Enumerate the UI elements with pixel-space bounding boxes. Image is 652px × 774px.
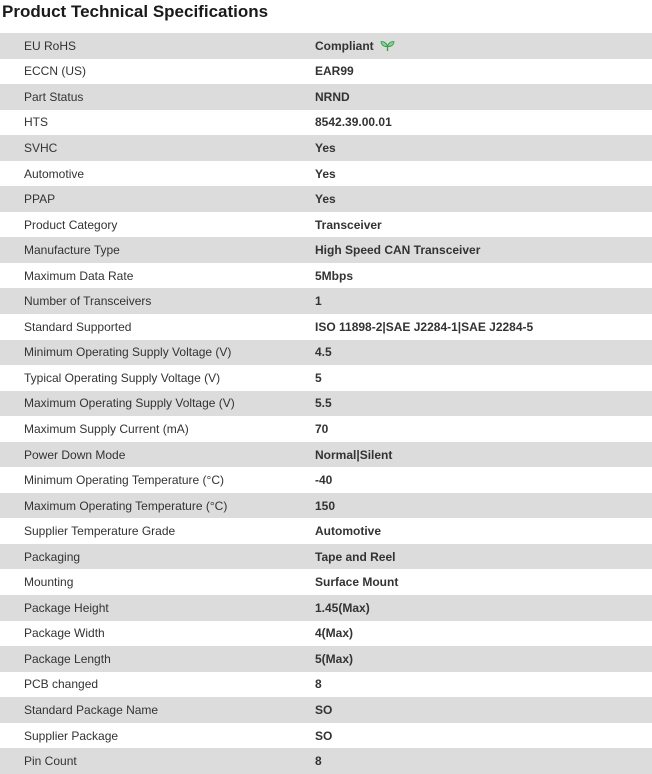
spec-row [0, 416, 652, 442]
spec-label: Minimum Operating Temperature (°C) [24, 473, 224, 488]
spec-label: Pin Count [24, 754, 77, 769]
spec-value: Compliant [315, 38, 374, 53]
spec-value: NRND [315, 89, 350, 104]
spec-label: HTS [24, 115, 48, 130]
spec-label: Standard Package Name [24, 702, 159, 717]
spec-value: 5.5 [315, 396, 332, 411]
spec-value: -40 [315, 473, 333, 488]
spec-row [0, 288, 652, 314]
spec-row [0, 84, 652, 110]
spec-label: Maximum Operating Supply Voltage (V) [24, 396, 235, 411]
spec-label: Maximum Operating Temperature (°C) [24, 498, 228, 513]
spec-row [0, 33, 652, 59]
spec-row [0, 672, 652, 698]
spec-table [0, 33, 652, 774]
spec-label: Product Category [24, 217, 118, 232]
spec-value: Yes [315, 140, 336, 155]
spec-row [0, 544, 652, 570]
spec-label: Standard Supported [24, 319, 132, 334]
spec-label: Minimum Operating Supply Voltage (V) [24, 345, 232, 360]
spec-value: Yes [315, 192, 336, 207]
spec-label: Number of Transceivers [24, 294, 152, 309]
spec-label: Package Height [24, 600, 109, 615]
spec-label: Package Width [24, 626, 105, 641]
spec-value: 1.45(Max) [315, 600, 370, 615]
spec-row [0, 467, 652, 493]
spec-value: Automotive [315, 524, 381, 539]
spec-value: 70 [315, 421, 329, 436]
spec-label: PCB changed [24, 677, 99, 692]
spec-value: 150 [315, 498, 336, 513]
spec-label: SVHC [24, 140, 58, 155]
spec-label: EU RoHS [24, 38, 77, 53]
spec-value: Transceiver [315, 217, 382, 232]
spec-value: Yes [315, 166, 336, 181]
page-title: Product Technical Specifications [2, 2, 269, 21]
spec-value: High Speed CAN Transceiver [315, 243, 481, 258]
spec-value: 1 [315, 294, 322, 309]
spec-value: 8 [315, 754, 322, 769]
spec-label: Supplier Package [24, 728, 119, 743]
spec-value: 5(Max) [315, 651, 354, 666]
spec-value: 4(Max) [315, 626, 354, 641]
spec-row [0, 365, 652, 391]
spec-value: Normal|Silent [315, 447, 393, 462]
spec-row [0, 697, 652, 723]
spec-value: SO [315, 728, 333, 743]
spec-row [0, 493, 652, 519]
spec-value: Tape and Reel [315, 549, 396, 564]
spec-label: Mounting [24, 575, 74, 590]
spec-row [0, 340, 652, 366]
spec-value: 4.5 [315, 345, 332, 360]
spec-label: Maximum Data Rate [24, 268, 134, 283]
spec-row [0, 212, 652, 238]
spec-row [0, 110, 652, 136]
spec-value: 5Mbps [315, 268, 354, 283]
spec-row [0, 161, 652, 187]
spec-row [0, 621, 652, 647]
spec-row [0, 569, 652, 595]
spec-label: ECCN (US) [24, 64, 86, 79]
spec-row [0, 263, 652, 289]
spec-row [0, 391, 652, 417]
spec-row [0, 723, 652, 749]
spec-row [0, 595, 652, 621]
page-header [0, 0, 652, 33]
spec-value: 8 [315, 677, 322, 692]
spec-value: ISO 11898-2|SAE J2284-1|SAE J2284-5 [315, 319, 534, 334]
spec-row [0, 442, 652, 468]
spec-row [0, 135, 652, 161]
spec-label: Maximum Supply Current (mA) [24, 421, 189, 436]
spec-value: SO [315, 702, 333, 717]
spec-label: Automotive [24, 166, 85, 181]
spec-label: PPAP [24, 192, 56, 207]
spec-row [0, 748, 652, 774]
spec-row [0, 186, 652, 212]
spec-label: Package Length [24, 651, 111, 666]
spec-row [0, 59, 652, 85]
spec-value: 5 [315, 370, 322, 385]
spec-label: Part Status [24, 89, 84, 104]
spec-label: Power Down Mode [24, 447, 126, 462]
spec-row [0, 237, 652, 263]
spec-label: Manufacture Type [24, 243, 120, 258]
spec-value: EAR99 [315, 64, 354, 79]
spec-label: Packaging [24, 549, 81, 564]
spec-row [0, 518, 652, 544]
spec-label: Typical Operating Supply Voltage (V) [24, 370, 221, 385]
spec-value: 8542.39.00.01 [315, 115, 392, 130]
spec-value: Surface Mount [315, 575, 399, 590]
leaf-icon [380, 40, 395, 52]
spec-row [0, 646, 652, 672]
spec-label: Supplier Temperature Grade [24, 524, 176, 539]
spec-row [0, 314, 652, 340]
